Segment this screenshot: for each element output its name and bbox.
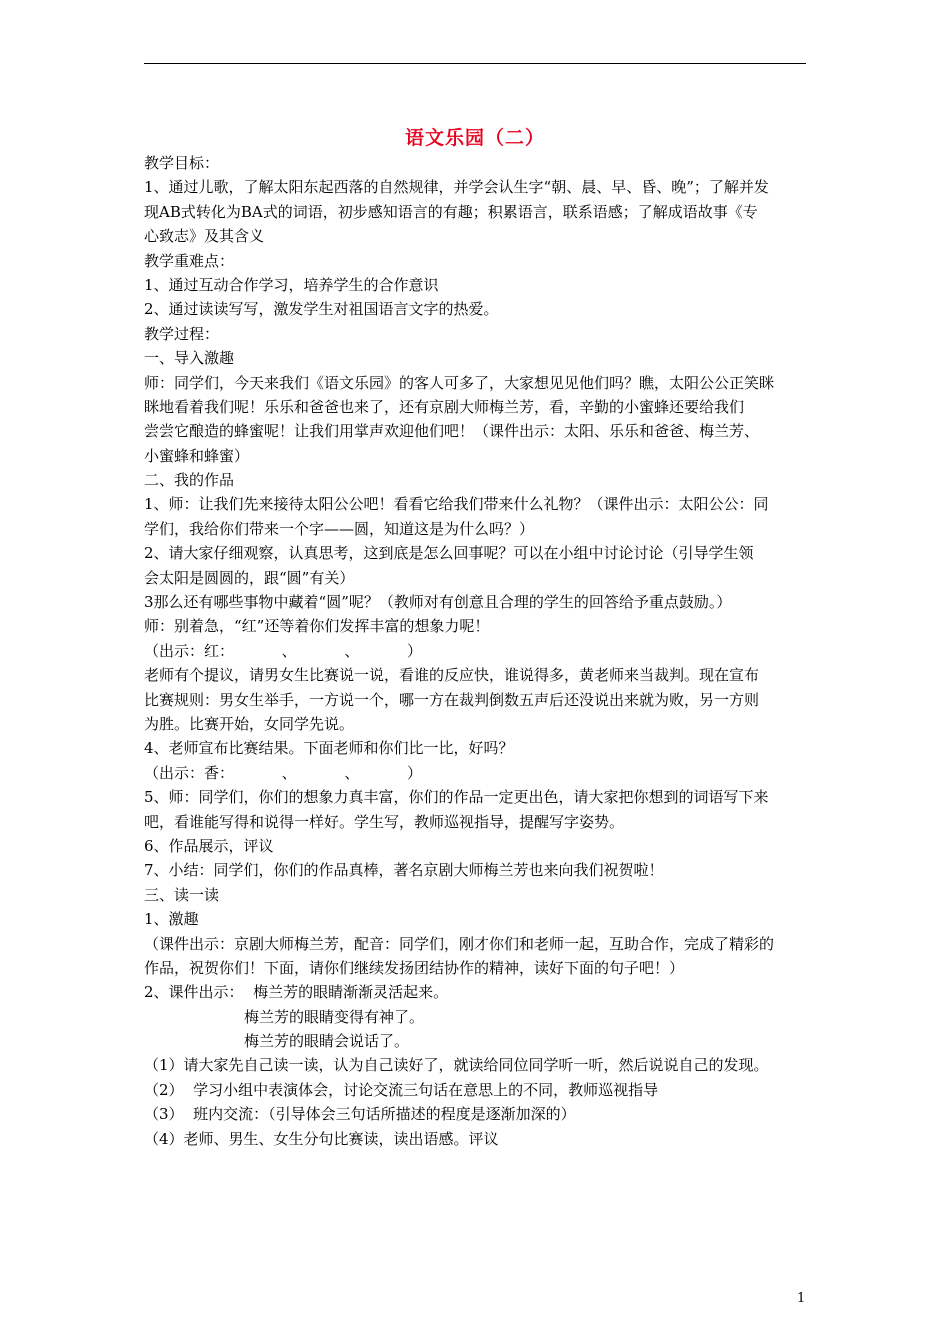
body-line: 3那么还有哪些事物中藏着“圆”呢？（教师对有创意且合理的学生的回答给予重点鼓励。） xyxy=(144,593,732,612)
body-line: 4、老师宣布比赛结果。下面老师和你们比一比，好吗？ xyxy=(144,739,514,758)
section-heading-objectives: 教学目标： xyxy=(144,154,220,172)
body-line: （4）老师、男生、女生分句比赛读，读出语感。评议 xyxy=(144,1129,499,1148)
body-line: 作品，祝贺你们！下面，请你们继续发扬团结协作的精神，读好下面的句子吧！） xyxy=(144,958,685,977)
body-line: 师：别着急，“红”还等着你们发挥丰富的想象力呢！ xyxy=(144,617,490,636)
body-line: （课件出示：京剧大师梅兰芳，配音：同学们，刚才你们和老师一起，互助合作，完成了精彩的 xyxy=(144,934,775,953)
body-line: 师：同学们，今天来我们《语文乐园》的客人可多了，大家想见见他们吗？瞧，太阳公公正笑眯 xyxy=(144,373,775,392)
body-line: （2） 学习小组中表演体会，讨论交流三句话在意思上的不同，教师巡视指导 xyxy=(144,1080,659,1099)
body-line: 7、小结：同学们，你们的作品真棒，著名京剧大师梅兰芳也来向我们祝贺啦！ xyxy=(144,861,664,880)
page-number: 1 xyxy=(797,1291,806,1306)
body-line: 6、作品展示，评议 xyxy=(144,836,274,855)
body-line: 小蜜蜂和蜂蜜） xyxy=(144,446,250,465)
document-title: 语文乐园（二） xyxy=(404,127,545,149)
section-heading-key-points: 教学重难点： xyxy=(144,251,235,270)
fill-in-line: （出示：红： 、 、 ） xyxy=(144,641,423,660)
body-line: 老师有个提议，请男女生比赛说一说，看谁的反应快，谁说得多，黄老师来当裁判。现在宣布 xyxy=(144,666,760,685)
subsection-heading: 一、导入激趣 xyxy=(144,349,235,368)
indented-sentence: 梅兰芳的眼睛变得有神了。 xyxy=(244,1007,425,1026)
body-line: 1、激趣 xyxy=(144,910,199,929)
subsection-heading: 二、我的作品 xyxy=(144,471,235,490)
body-line: 现AB式转化为BA式的词语，初步感知语言的有趣；积累语言，联系语感；了解成语故事《专 xyxy=(144,202,758,221)
document-body xyxy=(144,151,812,1151)
body-line: 吧，看谁能写得和说得一样好。学生写，教师巡视指导，提醒写字姿势。 xyxy=(144,812,625,831)
subsection-heading: 三、读一读 xyxy=(144,885,220,904)
body-line: 1、通过互动合作学习，培养学生的合作意识 xyxy=(144,275,439,294)
body-line: 2、请大家仔细观察，认真思考，这到底是怎么回事呢？可以在小组中讨论讨论（引导学生领 xyxy=(144,544,754,563)
body-line: 会太阳是圆圆的，跟“圆”有关） xyxy=(144,568,355,587)
body-line: 心致志》及其含义 xyxy=(144,227,265,246)
body-line: 为胜。比赛开始，女同学先说。 xyxy=(144,714,355,733)
body-line: 5、师：同学们，你们的想象力真丰富，你们的作品一定更出色，请大家把你想到的词语写下来 xyxy=(144,788,769,807)
body-line: 1、通过儿歌，了解太阳东起西落的自然规律，并学会认生字“朝、晨、早、昏、晚”；了解并发 xyxy=(144,178,769,197)
body-line: 2、课件出示： 梅兰芳的眼睛渐渐灵活起来。 xyxy=(144,983,449,1002)
section-heading-process: 教学过程： xyxy=(144,324,220,343)
body-line: （3） 班内交流：（引导体会三句话所描述的程度是逐渐加深的） xyxy=(144,1105,576,1124)
indented-sentence: 梅兰芳的眼睛会说话了。 xyxy=(244,1032,410,1051)
body-line: 学们，我给你们带来一个字——圆，知道这是为什么吗？） xyxy=(144,519,535,538)
fill-in-line: （出示：香： 、 、 ） xyxy=(144,763,423,782)
body-line: 眯地看着我们呢！乐乐和爸爸也来了，还有京剧大师梅兰芳，看，辛勤的小蜜蜂还要给我们 xyxy=(144,397,745,416)
header-rule xyxy=(144,63,806,64)
body-line: 2、通过读读写写，激发学生对祖国语言文字的热爱。 xyxy=(144,300,499,319)
body-line: 1、师：让我们先来接待太阳公公吧！看看它给我们带来什么礼物？（课件出示：太阳公公：同 xyxy=(144,495,769,514)
body-line: 比赛规则：男女生举手，一方说一个，哪一方在裁判倒数五声后还没说出来就为败，另一方则 xyxy=(144,690,760,709)
body-line: （1）请大家先自己读一读，认为自己读好了，就读给同位同学听一听，然后说说自己的发现。 xyxy=(144,1056,769,1075)
body-line: 尝尝它酿造的蜂蜜呢！让我们用掌声欢迎他们吧！（课件出示：太阳、乐乐和爸爸、梅兰芳、 xyxy=(144,422,760,441)
